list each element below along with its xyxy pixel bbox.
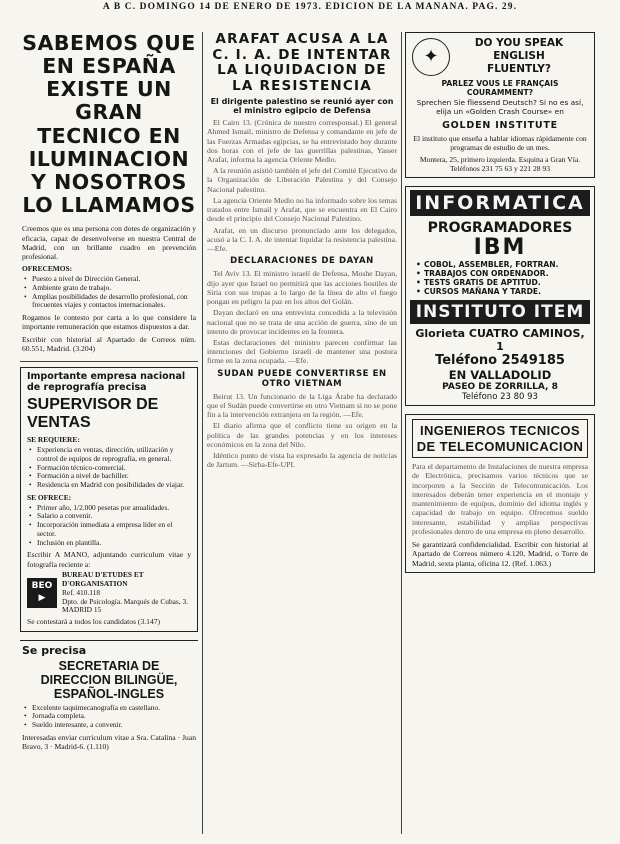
ibm-label: IBM bbox=[473, 235, 527, 261]
item-city: EN VALLADOLID bbox=[448, 368, 552, 383]
ad-secretary bbox=[20, 640, 198, 755]
ad-sales-offers bbox=[27, 504, 191, 548]
institute-address: Montera, 25, primero izquierda. Esquina a Gran Vía. bbox=[419, 154, 581, 164]
right-column bbox=[405, 32, 595, 838]
beo-logo-text: BEO bbox=[31, 581, 53, 592]
article-paragraph: Estas declaraciones del ministro parecen confirmar las intenciones del Gobierno israelí de mantener una postura firme en la zona ocupada. —Efe. bbox=[207, 337, 397, 366]
article-subtitle: El dirigente palestino se reunió ayer con el ministro egipcio de Defensa bbox=[210, 97, 394, 116]
language-line: ENGLISH bbox=[493, 50, 545, 63]
article-paragraph: Beirut 13. Un funcionario de la Liga Árabe ha declarado que el Sudán puede convertirse en otro Vietnam si no se pone fin a la intervención extranjera en la región. —Efe. bbox=[207, 391, 397, 420]
informatica-banner: INFORMATICA bbox=[410, 190, 590, 216]
article-body bbox=[207, 392, 397, 470]
telecom-body: Para el departamento de Instalaciones de nuestra empresa de Electrónica, precisamos varios técnicos que se incorporen a la Sección de Telecomunicación. Los interesados deberán tener experiencia en el montaje y mantenimiento de equipos, dominio del idioma inglés y capacidad de trabajo en equipo. Ofrecemos sueldo interesante, estabilidad y amplias perspectivas profesionales dentro de una empresa en pleno desarrollo. bbox=[412, 462, 588, 536]
ad-lighting-closing: Rogamos le contesto por carta a lo que considere la importante remuneración que estamos dispuestos a dar. bbox=[22, 313, 196, 332]
telecom-reply: Se garantizará confidencialidad. Escribir con historial al Apartado de Correos número 4.120, Madrid, o Torre de Madrid, sexta planta, oficina 12. (Ref. 1.063.) bbox=[412, 540, 588, 568]
item-phone: Teléfono 2549185 bbox=[435, 353, 565, 369]
bureau-ref: Ref. 410.118 bbox=[62, 587, 101, 597]
divider bbox=[20, 361, 198, 362]
list-item: • Puesto a nivel de Dirección General. bbox=[32, 275, 196, 284]
institute-phones: Teléfonos 231 75 63 y 221 28 93 bbox=[449, 163, 551, 173]
ad-sales-req-label: SE REQUIERE: bbox=[27, 435, 80, 445]
ad-secretary-headline: SECRETARIA DE DIRECCION BILINGÜE, ESPAÑOL-INGLES bbox=[40, 658, 178, 702]
article-paragraph: El Cairo 13. (Crónica de nuestro corresponsal.) El general Ahmed Ismail, ministro de Defensa y comandante en jefe de las Fuerzas Armadas egipcias, se ha entrevistado hoy durante dos horas con el jefe de las guerrillas palestinas, Yasser Arafat, informa la agencia Oriente Medio. bbox=[207, 118, 397, 164]
ad-sales-supervisor bbox=[20, 367, 198, 631]
list-item: • Inclusión en plantilla. bbox=[37, 539, 191, 548]
article-body bbox=[207, 118, 397, 253]
list-item: • Incorporación inmediata a empresa líder en el sector. bbox=[37, 521, 191, 538]
list-item: • Formación técnico-comercial. bbox=[37, 464, 191, 473]
ad-secretary-reply: Interesadas enviar curriculum vitae a Sra. Catalina · Juan Bravo, 3 · Madrid-6. (1.110) bbox=[22, 732, 196, 752]
list-item: • Salario a convenir. bbox=[37, 512, 191, 521]
article-paragraph: Tel Aviv 13. El ministro israelí de Defensa, Moshe Dayan, dijo ayer que Israel no permitirá que las acciones hostiles de Siria con sus tropas a lo largo de la línea de alto el fuego pongan en peligro la paz en los altos del Golán. bbox=[207, 269, 397, 307]
article-paragraph: Dayan declaró en una entrevista concedida a la televisión nacional que no se trata de una acción de guerra, sino de un intento de provocar incidentes en la frontera. bbox=[207, 308, 397, 336]
institute-item-banner: INSTITUTO ITEM bbox=[410, 300, 590, 324]
language-top bbox=[412, 37, 588, 76]
language-line: FLUENTLY? bbox=[487, 63, 551, 76]
column-rule bbox=[202, 32, 203, 834]
ad-sales-top: Importante empresa nacional de reprografía precisa bbox=[27, 371, 186, 394]
language-french: PARLEZ VOUS LE FRANÇAIS COURAMMENT? bbox=[441, 79, 559, 98]
list-item: • Ambiente grato de trabajo. bbox=[32, 284, 196, 293]
ad-lighting-headline: SABEMOS QUE EN ESPAÑA EXISTE UN GRAN TECNICO EN ILUMINACION Y NOSOTROS LO LLAMAMOS bbox=[22, 32, 196, 218]
ad-sales-requirements bbox=[27, 446, 191, 490]
article-body bbox=[207, 269, 397, 365]
article-paragraph: A la reunión asistió también el jefe del Comité Ejecutivo de la Organización de Liberación Palestina y del Consejo Nacional palestino. bbox=[207, 166, 397, 194]
ad-lighting-technician bbox=[20, 32, 198, 353]
list-item: • Formación a nivel de bachiller. bbox=[37, 472, 191, 481]
institute-name: GOLDEN INSTITUTE bbox=[442, 120, 558, 132]
ad-telecom-engineers bbox=[405, 414, 595, 573]
ad-sales-offer-label: SE OFRECE: bbox=[27, 492, 72, 502]
list-item: • TESTS GRATIS DE APTITUD. bbox=[424, 279, 590, 288]
ad-language-institute bbox=[405, 32, 595, 178]
ad-secretary-top: Se precisa bbox=[22, 643, 87, 657]
arrow-icon: ▶ bbox=[38, 593, 46, 604]
compass-icon: ✦ bbox=[412, 38, 450, 76]
ad-lighting-reply: Escribir con historial al Apartado de Correos núm. 60.551, Madrid. (3.204) bbox=[22, 334, 196, 353]
list-item: • Experiencia en ventas, dirección, utilización y control de equipos de reprografía, en general. bbox=[37, 446, 191, 463]
section-heading: SUDAN PUEDE CONVERTIRSE EN OTRO VIETNAM bbox=[217, 368, 387, 389]
bureau-name: BUREAU D'ETUDES ET D'ORGANISATION bbox=[62, 569, 144, 588]
list-item: • Excelente taquimecanografía en castellano. bbox=[32, 704, 196, 713]
left-column bbox=[20, 32, 198, 838]
bureau-address: Dpto. de Psicología. Marqués de Cubas, 3. MADRID 15 bbox=[62, 596, 189, 615]
ad-sales-bureau bbox=[27, 571, 191, 615]
ad-sales-contact: Escribir A MANO, adjuntando curriculum vitae y fotografía reciente a: bbox=[27, 550, 191, 569]
list-item: • TRABAJOS CON ORDENADOR. bbox=[424, 270, 590, 279]
article-paragraph: Arafat, en un discurso pronunciado ante los delegados, acusó a la C. I. A. de intentar liquidar la resistencia palestina. —Efe. bbox=[207, 225, 397, 254]
list-item: • Amplias posibilidades de desarrollo profesional, con frecuentes viajes y contactos internacionales. bbox=[32, 293, 196, 310]
ad-lighting-intro: Creemos que es una persona con dotes de organización y eficacia, capaz de desenvolverse en nuestra Central de Madrid, con un brillante cuadro en prevención profesional. bbox=[22, 224, 196, 261]
ad-lighting-offer-label: OFRECEMOS: bbox=[22, 264, 73, 274]
middle-column bbox=[207, 32, 397, 838]
ad-secretary-items bbox=[22, 704, 196, 730]
telecom-headline: INGENIEROS TECNICOS DE TELECOMUNICACION bbox=[412, 419, 588, 458]
informatica-items bbox=[410, 261, 590, 297]
item-address-2: PASEO DE ZORRILLA, 8 bbox=[442, 382, 558, 393]
article-paragraph: El diario afirma que el conflicto tiene su origen en la política de las grandes potencias y en los intereses económicos en la zona del Nilo. bbox=[207, 421, 397, 449]
ad-sales-headline: SUPERVISOR DE VENTAS bbox=[27, 396, 159, 432]
list-item: • Jornada completa. bbox=[32, 712, 196, 721]
list-item: • Primer año, 1/2.000 pesetas por anualidades. bbox=[37, 504, 191, 513]
list-item: • Sueldo interesante, a convenir. bbox=[32, 721, 196, 730]
ad-informatica bbox=[405, 186, 595, 406]
list-item: • CURSOS MAÑANA Y TARDE. bbox=[424, 288, 590, 297]
column-rule bbox=[401, 32, 402, 834]
item-address: Glorieta CUATRO CAMINOS, 1 bbox=[415, 327, 585, 354]
institute-desc: El instituto que enseña a hablar idiomas rápidamente con programas de estudio de un mes. bbox=[413, 134, 587, 153]
language-line: DO YOU SPEAK bbox=[474, 37, 564, 49]
article-paragraph: La agencia Oriente Medio no ha informado sobre los temas tratados entre Ismail y Arafat, que se encuentra en El Cairo desde el principio del Consejo Nacional Palestino. bbox=[207, 195, 397, 224]
programmers-title: PROGRAMADORES bbox=[427, 220, 573, 237]
list-item: • Residencia en Madrid con posibilidades de viajar. bbox=[37, 481, 191, 490]
language-question bbox=[450, 37, 588, 76]
list-item: • COBOL, ASSEMBLER, FORTRAN. bbox=[424, 261, 590, 270]
language-german: Sprechen Sie fliessend Deutsch? Si no es así, elija un «Golden Crash Course» en bbox=[416, 98, 584, 117]
bureau-details bbox=[62, 571, 191, 615]
ad-sales-footer: Se contestará a todos los candidatos (3.147) bbox=[27, 617, 161, 627]
ad-lighting-offers bbox=[22, 275, 196, 310]
section-heading: DECLARACIONES DE DAYAN bbox=[230, 256, 374, 267]
beo-logo bbox=[27, 578, 57, 608]
page-header: A B C. DOMINGO 14 DE ENERO DE 1973. EDICION DE LA MAÑANA. PAG. 29. bbox=[102, 2, 518, 12]
article-paragraph: Idéntico punto de vista ha expresado la agencia de noticias de Jartum. —Sirba-Efe-UPI. bbox=[207, 451, 397, 470]
article-title: ARAFAT ACUSA A LA C. I. A. DE INTENTAR LA LIQUIDACION DE LA RESISTENCIA bbox=[212, 32, 392, 94]
item-phone-2: Teléfono 23 80 93 bbox=[462, 392, 538, 403]
